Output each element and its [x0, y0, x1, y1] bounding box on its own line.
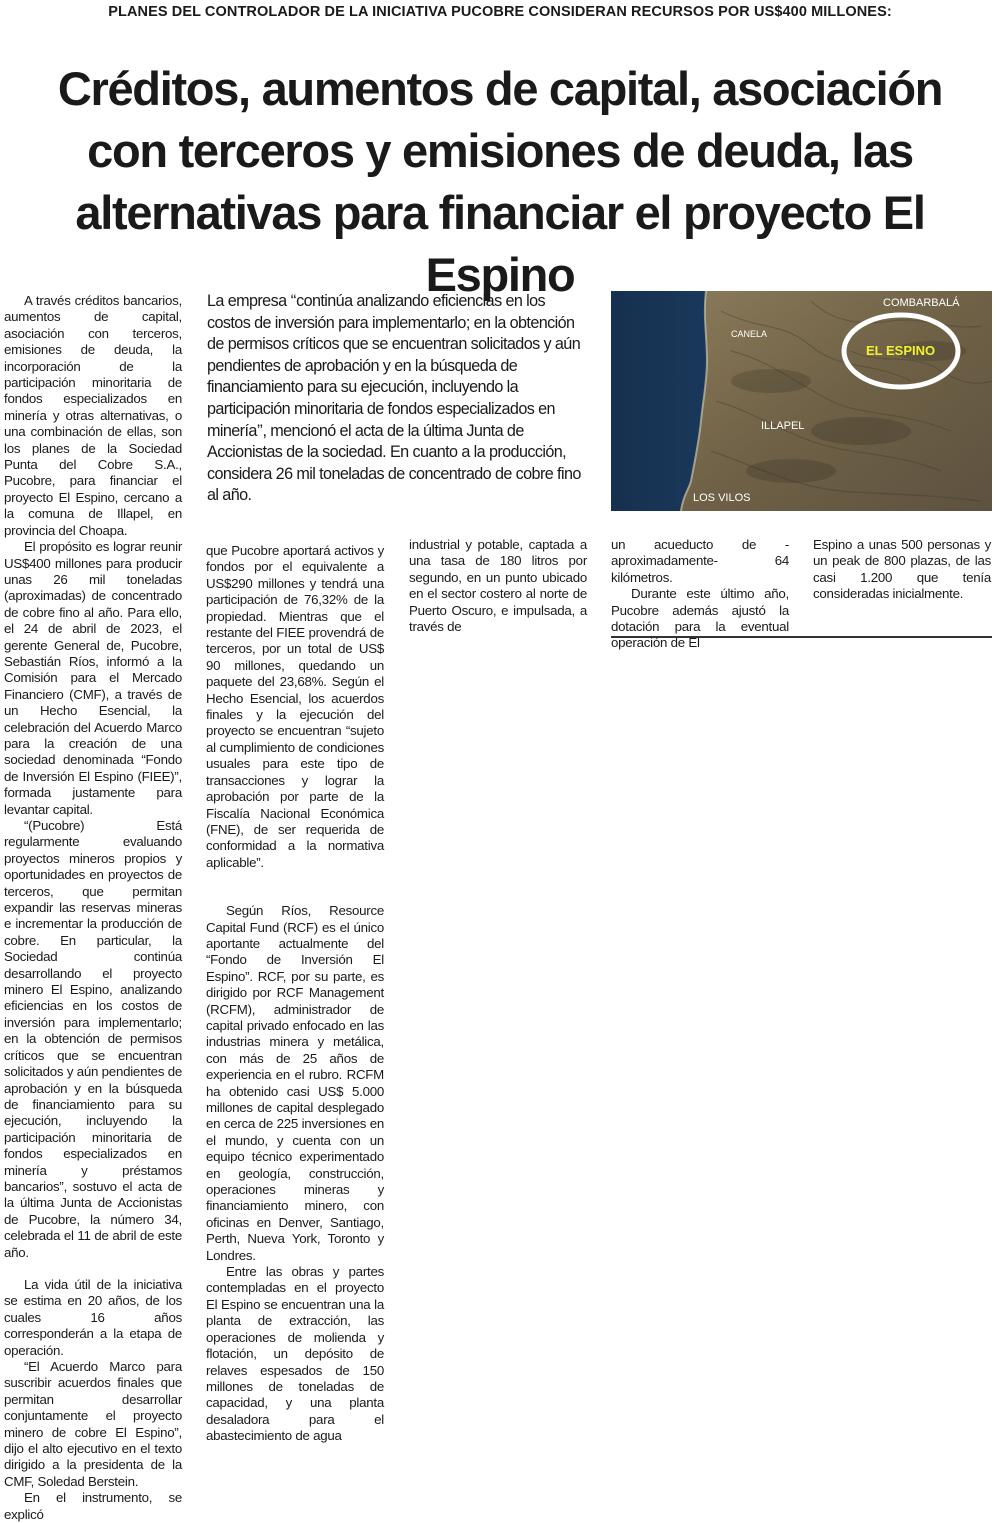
map-label-illapel: ILLAPEL — [761, 420, 805, 432]
col1-paragraph-4: La vida útil de la iniciativa se estima en 20 años, de los cuales 16 años corresponderán a la etapa de operación. — [4, 1276, 182, 1358]
col2-paragraph-3: Entre las obras y partes contempladas en el proyecto El Espino se encuentran una la planta de extracción, las operaciones de molienda y flotación, un depósito de relaves espesados de 150 millones de toneladas de capacidad, y una planta desaladora para el abastecimiento de agua — [206, 1264, 384, 1444]
col2-paragraph-2: Según Ríos, Resource Capital Fund (RCF) es el único aportante actualmente del “Fondo de Inversión El Espino”. RCF, por su parte, es dirigido por RCF Management (RCFM), administrador de capital privado enfocado en las industrias minera y metálica, con más de 25 años de experiencia en el rubro. RCFM ha obtenido casi US$ 5.000 millones de capital desplegado en cerca de 225 inversiones en el mundo, y cuenta con un equipo técnico experimentado en geología, construcción, operaciones mineras y financiamiento minero, con oficinas en Denver, Santiago, Perth, Nueva York, Toronto y Londres. — [206, 903, 384, 1263]
column-rule — [611, 636, 992, 638]
col4-paragraph-2: Durante este último año, Pucobre además ajustó la dotación para la eventual operación de El — [611, 586, 789, 651]
map-label-canela: CANELA — [731, 329, 768, 339]
column-1 — [4, 293, 182, 1523]
col3-paragraph-1: industrial y potable, captada a una tasa de 180 litros por segundo, en un punto ubicado en el sector costero al norte de Puerto Oscuro, e impulsada, a través de — [409, 537, 587, 635]
col4-paragraph-1: un acueducto de -aproximadamente- 64 kilómetros. — [611, 537, 789, 585]
map-image — [611, 291, 992, 511]
map-label-el-espino: EL ESPINO — [866, 343, 936, 358]
col1-paragraph-6: En el instrumento, se explicó — [4, 1490, 182, 1522]
col1-paragraph-1: A través créditos bancarios, aumentos de capital, asociación con terceros, emisiones de deuda, la incorporación de la participación minoritaria de fondos especializados en minería y otras alternativas, o una combinación de ellas, son los planes de la Sociedad Punta del Cobre S.A., Pucobre, para financiar el proyecto El Espino, cercano a la comuna de Illapel, en provincia del Choapa. — [4, 293, 182, 538]
headline-line-1: Créditos, aumentos de capital, asociación — [57, 62, 943, 115]
lead-text: La empresa ‘‘continúa analizando eficiencias en los costos de inversión para implementarlo; en la obtención de permisos críticos que se encuentran solicitados y aún pendientes de aprobación y en la búsqueda de financiamiento para su ejecución, incluyendo la participación minoritaria de fondos especializados en minería’’, mencionó el acta de la última Junta de Accionistas de la sociedad. En cuanto a la producción, considera 26 mil toneladas de concentrado de cobre fino al año. — [207, 292, 581, 505]
col1-paragraph-2: El propósito es lograr reunir US$400 millones para producir unas 26 mil toneladas (aproximadas) de concentrado de cobre fino al año. Para ello, el 24 de abril de 2023, el gerente General de, Pucobre, Sebastián Ríos, informó a la Comisión para el Mercado Financiero (CMF), a través de un Hecho Esencial, la celebración del Acuerdo Marco para la creación de una sociedad denominada “Fondo de Inversión El Espino (FIEE)”, formada justamente para levantar capital. — [4, 539, 182, 817]
col5-paragraph-1: Espino a unas 500 personas y un peak de 800 plazas, de las casi 1.200 que tenía consideradas inicialmente. — [813, 537, 991, 602]
land — [681, 291, 992, 511]
col2-paragraph-1: que Pucobre aportará activos y fondos por el equivalente a US$290 millones y tendrá una participación de 76,32% de la propiedad. Mientras que el restante del FIEE provendrá de terceros, por un total de US$ 90 millones, quedando un paquete del 23,68%. Según el Hecho Esencial, los acuerdos finales y la ejecución del proyecto se encuentran “sujeto al cumplimiento de condiciones usuales para este tipo de transacciones y lograr la aprobación por parte de la Fiscalía Nacional Económica (FNE), de ser requerida de conformidad a la normativa aplicable”. — [206, 543, 384, 870]
kicker: PLANES DEL CONTROLADOR DE LA INICIATIVA PUCOBRE CONSIDERAN RECURSOS POR US$400 MILLONES: — [108, 4, 892, 20]
column-3 — [409, 537, 587, 635]
col1-paragraph-5: “El Acuerdo Marco para suscribir acuerdos finales que permitan desarrollar conjuntamente el proyecto minero de cobre El Espino”, dijo el alto ejecutivo en el texto dirigido a la presidenta de la CMF, Soledad Berstein. — [4, 1359, 182, 1489]
headline-line-2: con terceros y emisiones de deuda, las — [87, 124, 913, 177]
column-2 — [206, 543, 384, 1445]
column-4 — [611, 537, 789, 652]
map-label-combarbala: COMBARBALÁ — [883, 297, 960, 309]
col1-paragraph-3: “(Pucobre) Está regularmente evaluando proyectos mineros propios y oportunidades en proyectos de terceros, que permitan expandir las reservas mineras e incrementar la producción de cobre. En particular, la Sociedad continúa desarrollando el proyecto minero El Espino, analizando eficiencias en los costos de inversión para implementarlo; en la obtención de permisos críticos que se encuentran solicitados y aún pendientes de aprobación y en la búsqueda de financiamiento para su ejecución, incluyendo la participación minoritaria de fondos especializados en minería y préstamos bancarios”, sostuvo el acta de la última Junta de Accionistas de Pucobre, la número 34, celebrada el 11 de abril de este año. — [4, 818, 182, 1260]
map-photo — [611, 291, 992, 511]
column-5 — [813, 537, 991, 603]
headline-line-3: alternativas para financiar el proyecto El Espino — [75, 186, 925, 301]
map-label-los-vilos: LOS VILOS — [693, 492, 751, 504]
headline — [10, 58, 990, 306]
